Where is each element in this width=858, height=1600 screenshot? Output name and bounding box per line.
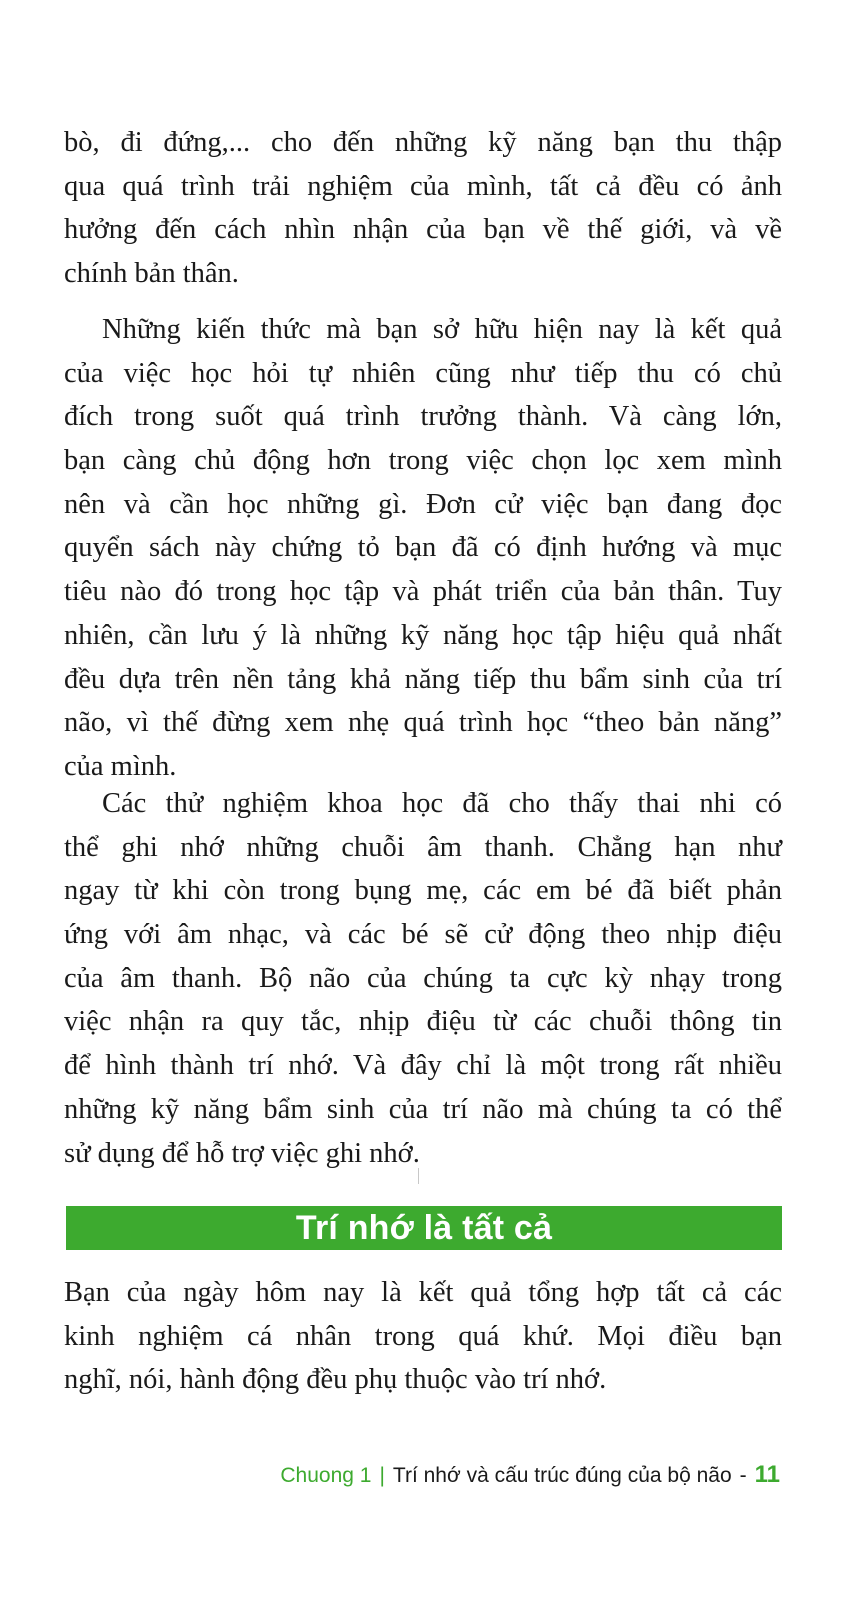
text-line: Các thử nghiệm khoa học đã cho thấy thai nhi có (102, 788, 782, 819)
text-line: việc nhận ra quy tắc, nhịp điệu từ các chuỗi thông tin (64, 1006, 782, 1038)
footer-dash: - (739, 1464, 747, 1487)
paragraph-3 (64, 782, 782, 1175)
text-line: chính bản thân. (64, 258, 239, 290)
text-line: của âm thanh. Bộ não của chúng ta cực kỳ nhạy trong (64, 962, 782, 994)
text-line: ứng với âm nhạc, và các bé sẽ cử động theo nhịp điệu (64, 919, 782, 951)
text-line: của mình. (64, 750, 177, 782)
text-line: để hình thành trí nhớ. Và đây chỉ là một trong rất nhiều (64, 1050, 782, 1082)
text-line: qua quá trình trải nghiệm của mình, tất cả đều có ảnh (64, 170, 782, 202)
text-line: não, vì thế đừng xem nhẹ quá trình học “theo bản năng” (64, 707, 782, 739)
text-line: đích trong suốt quá trình trưởng thành. Và càng lớn, (64, 401, 782, 433)
footer-separator: | (379, 1464, 385, 1487)
section-heading: Trí nhớ là tất cả (295, 1208, 553, 1247)
footer-chapter: Chuong 1 (280, 1464, 372, 1487)
divider (418, 1168, 419, 1184)
text-line: ngay từ khi còn trong bụng mẹ, các em bé đã biết phản (64, 875, 782, 907)
text-line: sử dụng để hỗ trợ việc ghi nhớ. (64, 1137, 420, 1169)
paragraph-1 (64, 121, 782, 296)
text-line: kinh nghiệm cá nhân trong quá khứ. Mọi điều bạn (64, 1320, 782, 1352)
text-line: nghĩ, nói, hành động đều phụ thuộc vào trí nhớ. (64, 1364, 607, 1396)
text-line: đều dựa trên nền tảng khả năng tiếp thu bẩm sinh của trí (64, 663, 782, 695)
text-line: thể ghi nhớ những chuỗi âm thanh. Chẳng hạn như (64, 831, 782, 863)
text-line: hưởng đến cách nhìn nhận của bạn về thế giới, và về (64, 214, 782, 246)
page-number: 11 (754, 1461, 780, 1488)
text-line: bò, đi đứng,... cho đến những kỹ năng bạn thu thập (64, 127, 782, 158)
page-footer (280, 1461, 780, 1493)
text-line: những kỹ năng bẩm sinh của trí não mà chúng ta có thể (64, 1093, 782, 1125)
text-line: Những kiến thức mà bạn sở hữu hiện nay là kết quả (102, 314, 782, 345)
section-heading-bar (66, 1206, 782, 1250)
footer-chapter-title: Trí nhớ và cấu trúc đúng của bộ não (392, 1464, 732, 1487)
text-line: bạn càng chủ động hơn trong việc chọn lọc xem mình (64, 445, 782, 477)
text-line: của việc học hỏi tự nhiên cũng như tiếp thu có chủ (64, 357, 782, 389)
text-line: Bạn của ngày hôm nay là kết quả tổng hợp tất cả các (64, 1277, 782, 1308)
paragraph-4 (64, 1271, 782, 1402)
text-line: nhiên, cần lưu ý là những kỹ năng học tập hiệu quả nhất (64, 619, 782, 651)
text-line: quyển sách này chứng tỏ bạn đã có định hướng và mục (64, 532, 782, 564)
text-line: nên và cần học những gì. Đơn cử việc bạn đang đọc (64, 488, 782, 520)
text-line: tiêu nào đó trong học tập và phát triển của bản thân. Tuy (64, 576, 782, 608)
paragraph-2 (64, 308, 782, 789)
